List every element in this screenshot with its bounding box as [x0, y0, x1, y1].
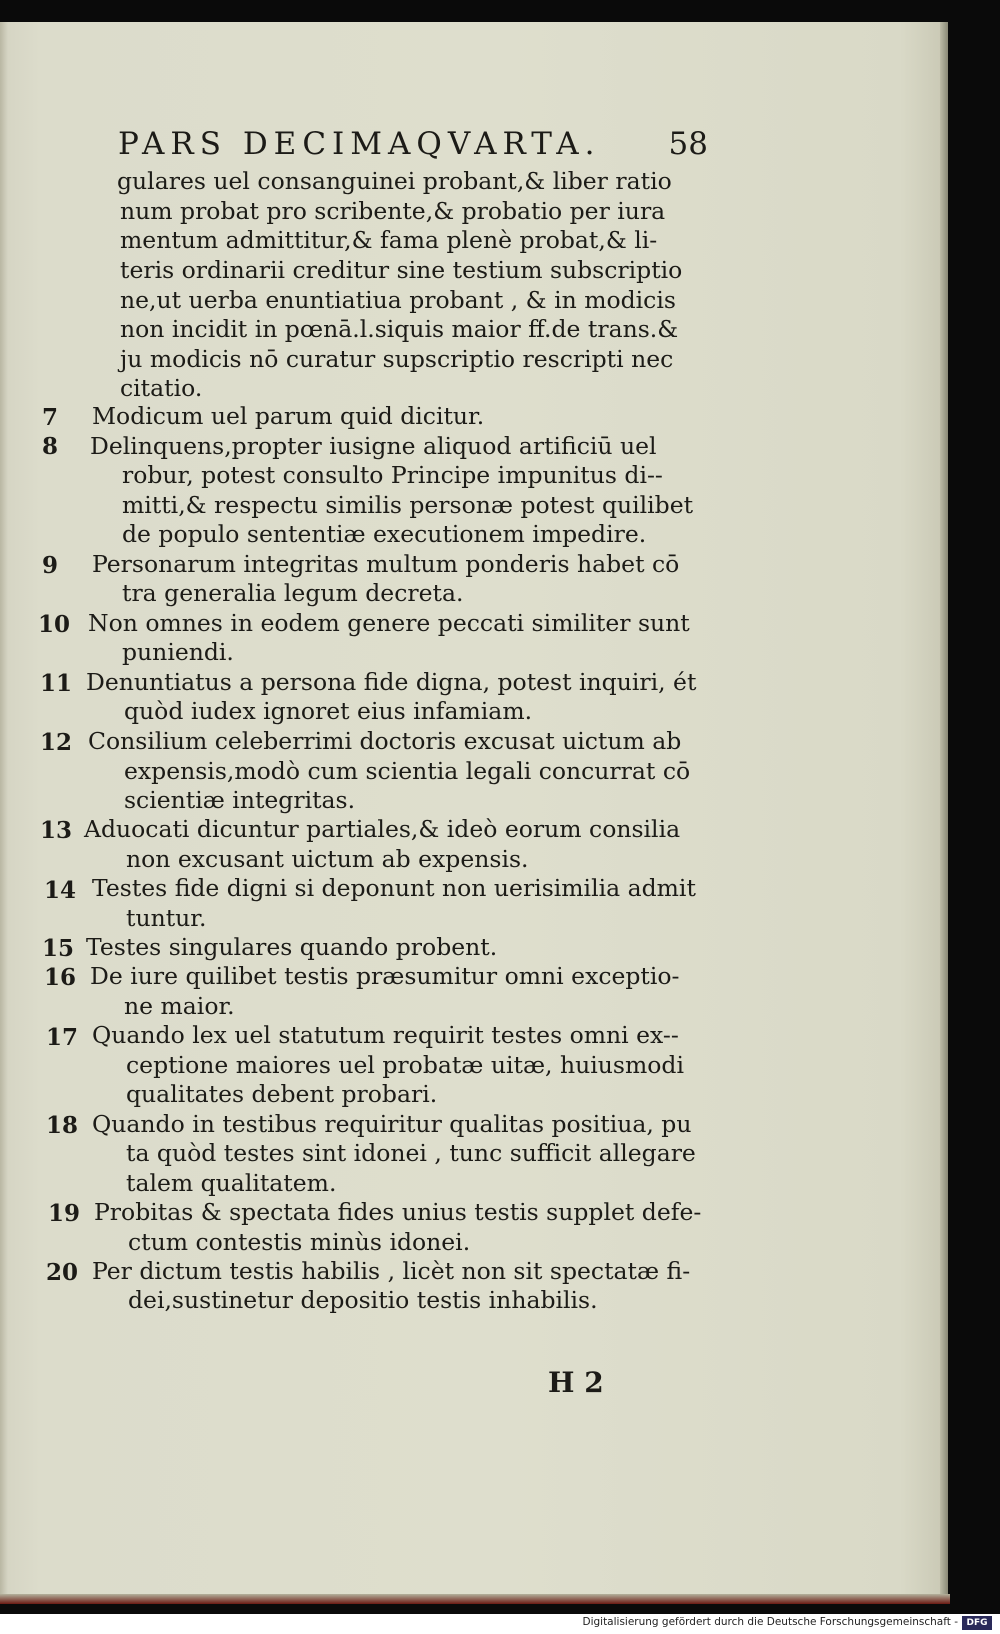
entry-number: 9 — [42, 552, 59, 579]
entry-line: scientiæ integritas. — [124, 786, 356, 814]
page-bottom-edge — [0, 1594, 950, 1604]
entry-line: Consilium celeberrimi doctoris excusat uictum ab — [88, 727, 682, 755]
running-head-title: PARS DECIMAQVARTA. — [118, 126, 601, 162]
entry-number: 12 — [40, 729, 73, 756]
body-line: teris ordinarii creditur sine testium subscriptio — [120, 256, 683, 284]
entry-line: qualitates debent probari. — [126, 1080, 438, 1108]
entry-line: Testes singulares quando probent. — [86, 933, 498, 961]
entry-line: tra generalia legum decreta. — [122, 579, 464, 607]
entry-line: Personarum integritas multum ponderis habet cō — [92, 550, 680, 578]
body-line: gulares uel consanguinei probant,& liber ratio — [117, 167, 672, 195]
entry-line: Aduocati dicuntur partiales,& ideò eorum consilia — [84, 815, 681, 843]
dfg-logo[interactable]: DFG — [962, 1616, 992, 1630]
entry-line: Modicum uel parum quid dicitur. — [92, 402, 485, 430]
entry-line: tuntur. — [126, 904, 207, 932]
body-line: ne,ut uerba enuntiatiua probant , & in modicis — [120, 286, 676, 314]
entry-line: expensis,modò cum scientia legali concurrat cō — [124, 757, 691, 785]
page-edge — [940, 22, 948, 1604]
entry-line: Probitas & spectata fides unius testis supplet defe- — [94, 1198, 702, 1226]
body-line: num probat pro scribente,& probatio per iura — [120, 197, 666, 225]
entry-line: Delinquens,propter iusigne aliquod artificiū uel — [90, 432, 657, 460]
entry-line: ne maior. — [124, 992, 235, 1020]
entry-line: robur, potest consulto Principe impunitus di-- — [122, 461, 663, 489]
page-number: 58 — [668, 126, 708, 162]
entry-line: Per dictum testis habilis , licèt non sit spectatæ fi- — [92, 1257, 691, 1285]
body-line: citatio. — [120, 374, 203, 402]
entry-line: Denuntiatus a persona fide digna, potest inquiri, ét — [86, 668, 697, 696]
entry-number: 16 — [44, 964, 77, 991]
entry-line: mitti,& respectu similis personæ potest quilibet — [122, 491, 694, 519]
entry-line: ceptione maiores uel probatæ uitæ, huiusmodi — [126, 1051, 684, 1079]
running-head — [118, 126, 708, 166]
entry-line: Testes fide digni si deponunt non uerisimilia admit — [92, 874, 696, 902]
entry-number: 7 — [42, 404, 59, 431]
entry-line: Quando lex uel statutum requirit testes omni ex-- — [92, 1021, 679, 1049]
entry-line: ta quòd testes sint idonei , tunc sufficit allegare — [126, 1139, 696, 1167]
signature-mark: H 2 — [548, 1366, 604, 1399]
entry-number: 14 — [44, 877, 77, 904]
entry-line: Non omnes in eodem genere peccati similiter sunt — [88, 609, 690, 637]
entry-number: 17 — [46, 1024, 79, 1051]
entry-line: quòd iudex ignoret eius infamiam. — [124, 697, 533, 725]
entry-number: 15 — [42, 935, 75, 962]
entry-number: 10 — [38, 611, 71, 638]
entry-line: non excusant uictum ab expensis. — [126, 845, 529, 873]
entry-line: Quando in testibus requiritur qualitas positiua, pu — [92, 1110, 692, 1138]
entry-line: dei,sustinetur depositio testis inhabilis. — [128, 1286, 598, 1314]
funding-credit: Digitalisierung gefördert durch die Deutsche Forschungsgemeinschaft - — [582, 1616, 958, 1628]
entry-number: 19 — [48, 1200, 81, 1227]
entry-number: 11 — [40, 670, 73, 697]
entry-line: puniendi. — [122, 638, 234, 666]
entry-line: De iure quilibet testis præsumitur omni exceptio- — [90, 962, 680, 990]
entry-number: 13 — [40, 817, 73, 844]
entry-number: 8 — [42, 433, 59, 460]
body-line: ju modicis nō curatur supscriptio rescripti nec — [120, 345, 674, 373]
entry-line: talem qualitatem. — [126, 1169, 337, 1197]
entry-number: 18 — [46, 1112, 79, 1139]
body-line: mentum admittitur,& fama plenè probat,& li- — [120, 226, 658, 254]
entry-line: de populo sententiæ executionem impedire. — [122, 520, 647, 548]
entry-number: 20 — [46, 1259, 79, 1286]
entry-line: ctum contestis minùs idonei. — [128, 1228, 471, 1256]
body-line: non incidit in pœnā.l.siquis maior ff.de trans.& — [120, 315, 679, 343]
